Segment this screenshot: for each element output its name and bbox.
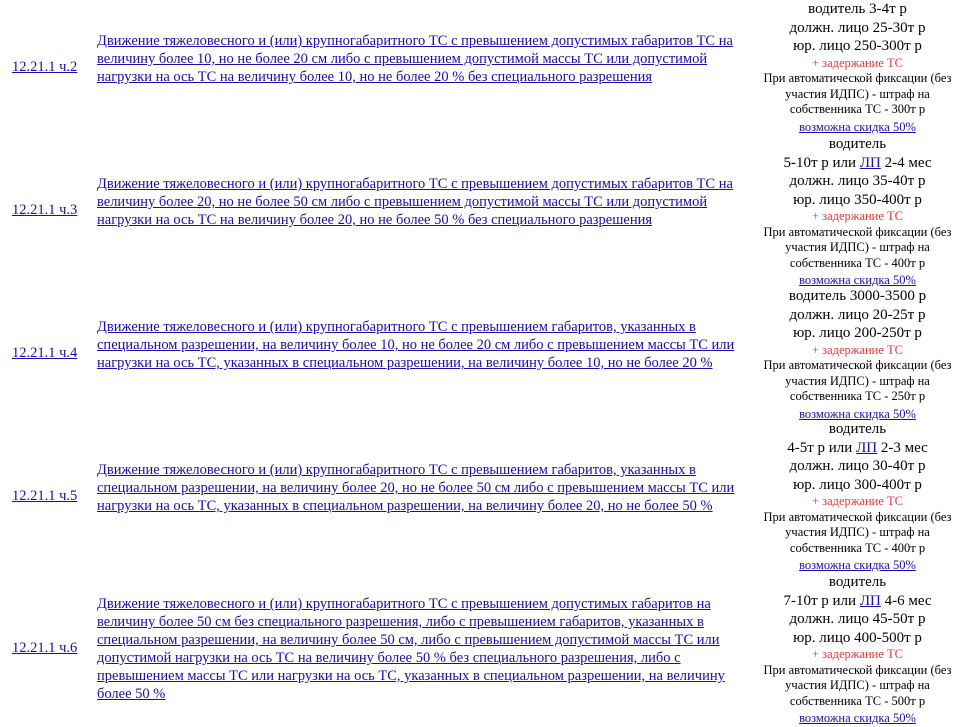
driver-fine bbox=[760, 592, 955, 611]
violation-description-link[interactable]: Движение тяжеловесного и (или) крупногабаритного ТС с превышением допустимых габаритов на величину более 50 см без специального разрешения, либо с превышением габаритов, указанных в специальном разрешении, на величину более 50 см, либо с превышением допустимой массы ТС или допустимой нагрузки на ось ТС на величину более 50 % без специального разрешения, либо с превышением массы ТС или нагрузки на ось ТС, указанных в специальном разрешении, на величину более 50 % bbox=[97, 596, 725, 702]
discount-link[interactable]: возможна скидка 50% bbox=[799, 119, 916, 134]
penalty-cell bbox=[760, 420, 955, 574]
driver-fine: водитель 3-4т р bbox=[808, 1, 907, 17]
violation-description-link[interactable]: Движение тяжеловесного и (или) крупногабаритного ТС с превышением допустимых габаритов ТС на величину более 20, но не более 50 см либо с превышением допустимой массы ТС или допустимой нагрузки на ось ТС на величину более 20, но не более 50 % без специального разрешения bbox=[97, 176, 733, 228]
license-suspension-term: 4-6 мес bbox=[884, 592, 932, 609]
driver-fine-amount: 4-5т р или bbox=[787, 439, 853, 456]
violation-description-link[interactable]: Движение тяжеловесного и (или) крупногабаритного ТС с превышением габаритов, указанных в специальном разрешении, на величину более 10, но не более 20 см либо с превышением массы ТС или нагрузки на ось ТС, указанных в специальном разрешении, на величину более 10, но не более 20 % bbox=[97, 319, 735, 371]
penalty-cell bbox=[760, 573, 955, 727]
official-fine: должн. лицо 35-40т р bbox=[789, 173, 926, 189]
driver-fine: водитель 3000-3500 р bbox=[788, 288, 927, 304]
vehicle-detention: + задержание ТС bbox=[811, 209, 904, 223]
article-code-link[interactable]: 12.21.1 ч.3 bbox=[12, 202, 78, 218]
vehicle-detention: + задержание ТС bbox=[811, 342, 904, 357]
discount-link[interactable]: возможна скидка 50% bbox=[799, 406, 916, 421]
penalty-cell bbox=[760, 0, 955, 136]
driver-fine-amount: 5-10т р или bbox=[783, 154, 857, 171]
driver-label: водитель bbox=[828, 136, 887, 152]
penalty-cell bbox=[760, 135, 955, 289]
official-fine: должн. лицо 45-50т р bbox=[789, 611, 926, 627]
driver-label: водитель bbox=[828, 574, 887, 590]
license-suspension-link[interactable]: ЛП bbox=[859, 592, 881, 609]
auto-fixation-note: При автоматической фиксации (без участия ИДПС) - штраф на собственника ТС - 300т р bbox=[763, 71, 952, 116]
driver-fine bbox=[760, 154, 955, 173]
discount-link[interactable]: возможна скидка 50% bbox=[799, 711, 916, 725]
official-fine: должн. лицо 25-30т р bbox=[789, 19, 926, 36]
auto-fixation-note: При автоматической фиксации (без участия ИДПС) - штраф на собственника ТС - 250т р bbox=[763, 358, 952, 403]
legal-entity-fine: юр. лицо 250-300т р bbox=[793, 38, 922, 54]
vehicle-detention: + задержание ТС bbox=[811, 55, 904, 70]
legal-entity-fine: юр. лицо 300-400т р bbox=[793, 476, 922, 493]
official-fine: должн. лицо 30-40т р bbox=[789, 458, 926, 474]
legal-entity-fine: юр. лицо 400-500т р bbox=[793, 629, 922, 646]
article-code-link[interactable]: 12.21.1 ч.2 bbox=[12, 59, 78, 75]
official-fine: должн. лицо 20-25т р bbox=[789, 306, 926, 323]
driver-label: водитель bbox=[828, 421, 887, 437]
article-code-link[interactable]: 12.21.1 ч.6 bbox=[12, 640, 78, 656]
vehicle-detention: + задержание ТС bbox=[811, 494, 904, 508]
license-suspension-link[interactable]: ЛП bbox=[859, 154, 881, 171]
license-suspension-term: 2-3 мес bbox=[880, 439, 928, 456]
article-code-link[interactable]: 12.21.1 ч.4 bbox=[12, 345, 78, 361]
legal-entity-fine: юр. лицо 350-400т р bbox=[793, 191, 922, 208]
auto-fixation-note: При автоматической фиксации (без участия ИДПС) - штраф на собственника ТС - 400т р bbox=[763, 509, 952, 555]
auto-fixation-note: При автоматической фиксации (без участия ИДПС) - штраф на собственника ТС - 400т р bbox=[763, 224, 952, 270]
auto-fixation-note: При автоматической фиксации (без участия ИДПС) - штраф на собственника ТС - 500т р bbox=[763, 662, 952, 708]
license-suspension-term: 2-4 мес bbox=[884, 154, 932, 171]
vehicle-detention: + задержание ТС bbox=[811, 647, 904, 661]
penalty-cell bbox=[760, 287, 955, 423]
driver-fine bbox=[760, 439, 955, 458]
license-suspension-link[interactable]: ЛП bbox=[856, 439, 878, 456]
driver-fine-amount: 7-10т р или bbox=[783, 592, 857, 609]
legal-entity-fine: юр. лицо 200-250т р bbox=[793, 325, 922, 341]
violation-description-link[interactable]: Движение тяжеловесного и (или) крупногабаритного ТС с превышением допустимых габаритов ТС на величину более 10, но не более 20 см либо с превышением допустимой массы ТС или допустимой нагрузки на ось ТС на величину более 10, но не более 20 % без специального разрешения bbox=[97, 33, 733, 85]
violation-description-link[interactable]: Движение тяжеловесного и (или) крупногабаритного ТС с превышением габаритов, указанных в специальном разрешении, на величину более 20, но не более 50 см либо с превышением массы ТС или нагрузки на ось ТС, указанных в специальном разрешении, на величину более 20, но не более 50 % bbox=[97, 462, 735, 514]
article-code-link[interactable]: 12.21.1 ч.5 bbox=[12, 488, 78, 504]
discount-link[interactable]: возможна скидка 50% bbox=[799, 273, 916, 287]
discount-link[interactable]: возможна скидка 50% bbox=[799, 558, 916, 572]
